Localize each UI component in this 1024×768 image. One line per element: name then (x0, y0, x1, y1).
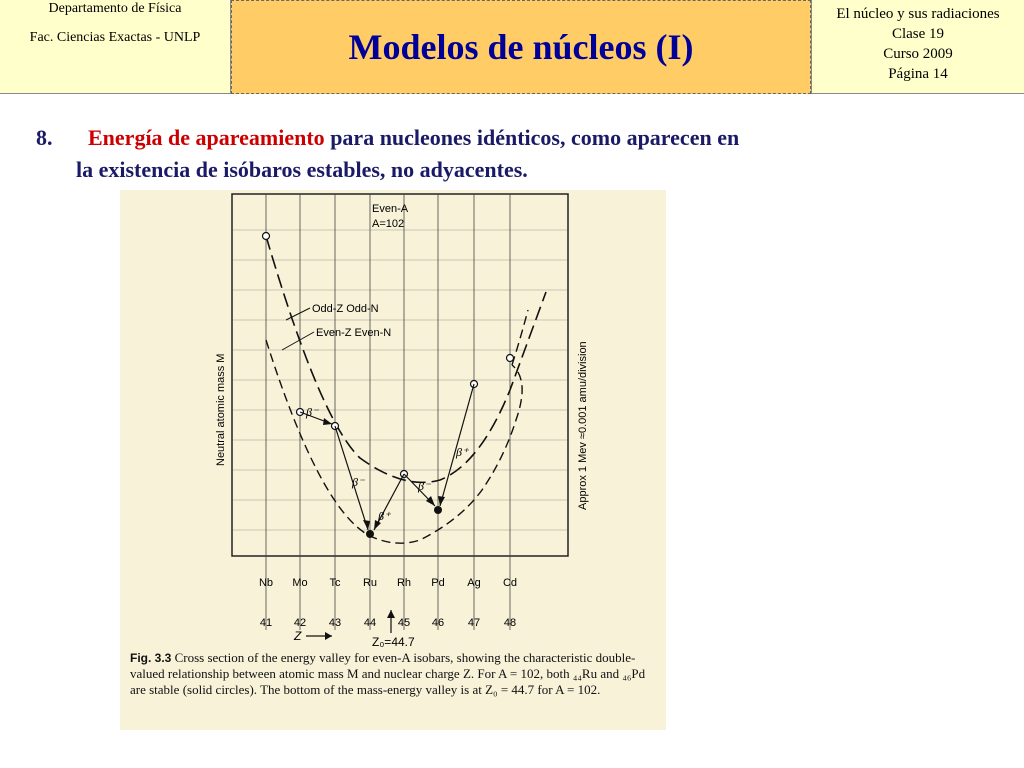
z-values (260, 617, 516, 629)
element-label-cd: Cd (502, 577, 518, 589)
z-value-44: 44 (363, 617, 377, 629)
plot-frame (232, 194, 568, 556)
horizontal-grid (232, 230, 568, 530)
list-item-8 (36, 122, 996, 186)
z-value-41: 41 (259, 617, 273, 629)
class-number: Clase 19 (891, 26, 945, 42)
point-ru (366, 530, 374, 538)
figure-caption (130, 650, 660, 698)
course-year: Curso 2009 (883, 46, 953, 62)
caption-text: Cross section of the energy valley for even-A isobars, showing the characteristic double-valued relationship between atomic mass M and nuclear charge Z. For A = 102, both ₄₄Ru and ₄₆Pd are stable (solid circles). The bottom of the mass-energy valley is at Z₀ = 44.7 for A = 102. (130, 650, 646, 697)
beta-label-4: β⁻ (418, 479, 431, 493)
z-value-46: 46 (431, 617, 445, 629)
beta-label-3: β⁺ (378, 509, 391, 523)
element-label-mo: Mo (292, 577, 308, 589)
z-axis-label: Z (294, 629, 302, 643)
course-name: El núcleo y sus radiaciones (836, 6, 1000, 22)
item-text-line1: para nucleones idénticos, como aparecen en (324, 125, 740, 150)
y-axis-label: Neutral atomic mass M (215, 353, 227, 466)
item-number: 8. (36, 125, 53, 150)
caption-label: Fig. 3.3 (130, 651, 172, 665)
element-label-pd: Pd (431, 577, 445, 589)
z-value-48: 48 (503, 617, 517, 629)
odd-odd-label: Odd-Z Odd-N (312, 303, 379, 315)
a-value-label: A=102 (372, 218, 405, 230)
z-value-45: 45 (397, 617, 411, 629)
element-label-ru: Ru (362, 577, 378, 589)
z-axis-arrowhead (325, 632, 332, 640)
even-a-label: Even-A (372, 203, 409, 215)
point-pd (434, 506, 442, 514)
beta-label-2: β⁻ (352, 475, 365, 489)
element-label-ag: Ag (467, 577, 481, 589)
element-label-tc: Tc (329, 577, 341, 589)
beta-label-1: β⁻ (306, 405, 319, 419)
energy-valley-plot (120, 190, 666, 650)
z0-label: Z₀=44.7 (372, 635, 415, 649)
page-number: Página 14 (888, 66, 948, 82)
faculty-name: Fac. Ciencias Exactas - UNLP (29, 30, 201, 45)
z-value-47: 47 (467, 617, 481, 629)
item-text-line2: la existencia de isóbaros estables, no adyacentes. (76, 157, 528, 182)
even-even-curve-end (512, 310, 528, 365)
point-cd (507, 355, 514, 362)
header-department (0, 0, 231, 94)
page-title: Modelos de núcleos (I) (348, 27, 694, 67)
z-value-43: 43 (328, 617, 342, 629)
even-even-label: Even-Z Even-N (316, 327, 392, 339)
point-nb (263, 233, 270, 240)
department-name: Departamento de Física (48, 1, 182, 16)
odd-odd-curve (266, 236, 546, 482)
header-course-info (811, 0, 1024, 94)
energy-valley-figure (120, 190, 666, 730)
element-label-nb: Nb (258, 577, 274, 589)
z0-arrowhead (387, 610, 395, 618)
element-labels (259, 577, 517, 589)
z-value-42: 42 (293, 617, 307, 629)
scale-label: Approx 1 Mev ≈0.001 amu/division (577, 341, 589, 510)
beta-label-5: β⁺ (456, 445, 469, 459)
element-label-rh: Rh (396, 577, 412, 589)
odd-odd-pointer (286, 308, 310, 320)
item-highlight: Energía de apareamiento (88, 125, 325, 150)
header-title-box (231, 0, 811, 94)
